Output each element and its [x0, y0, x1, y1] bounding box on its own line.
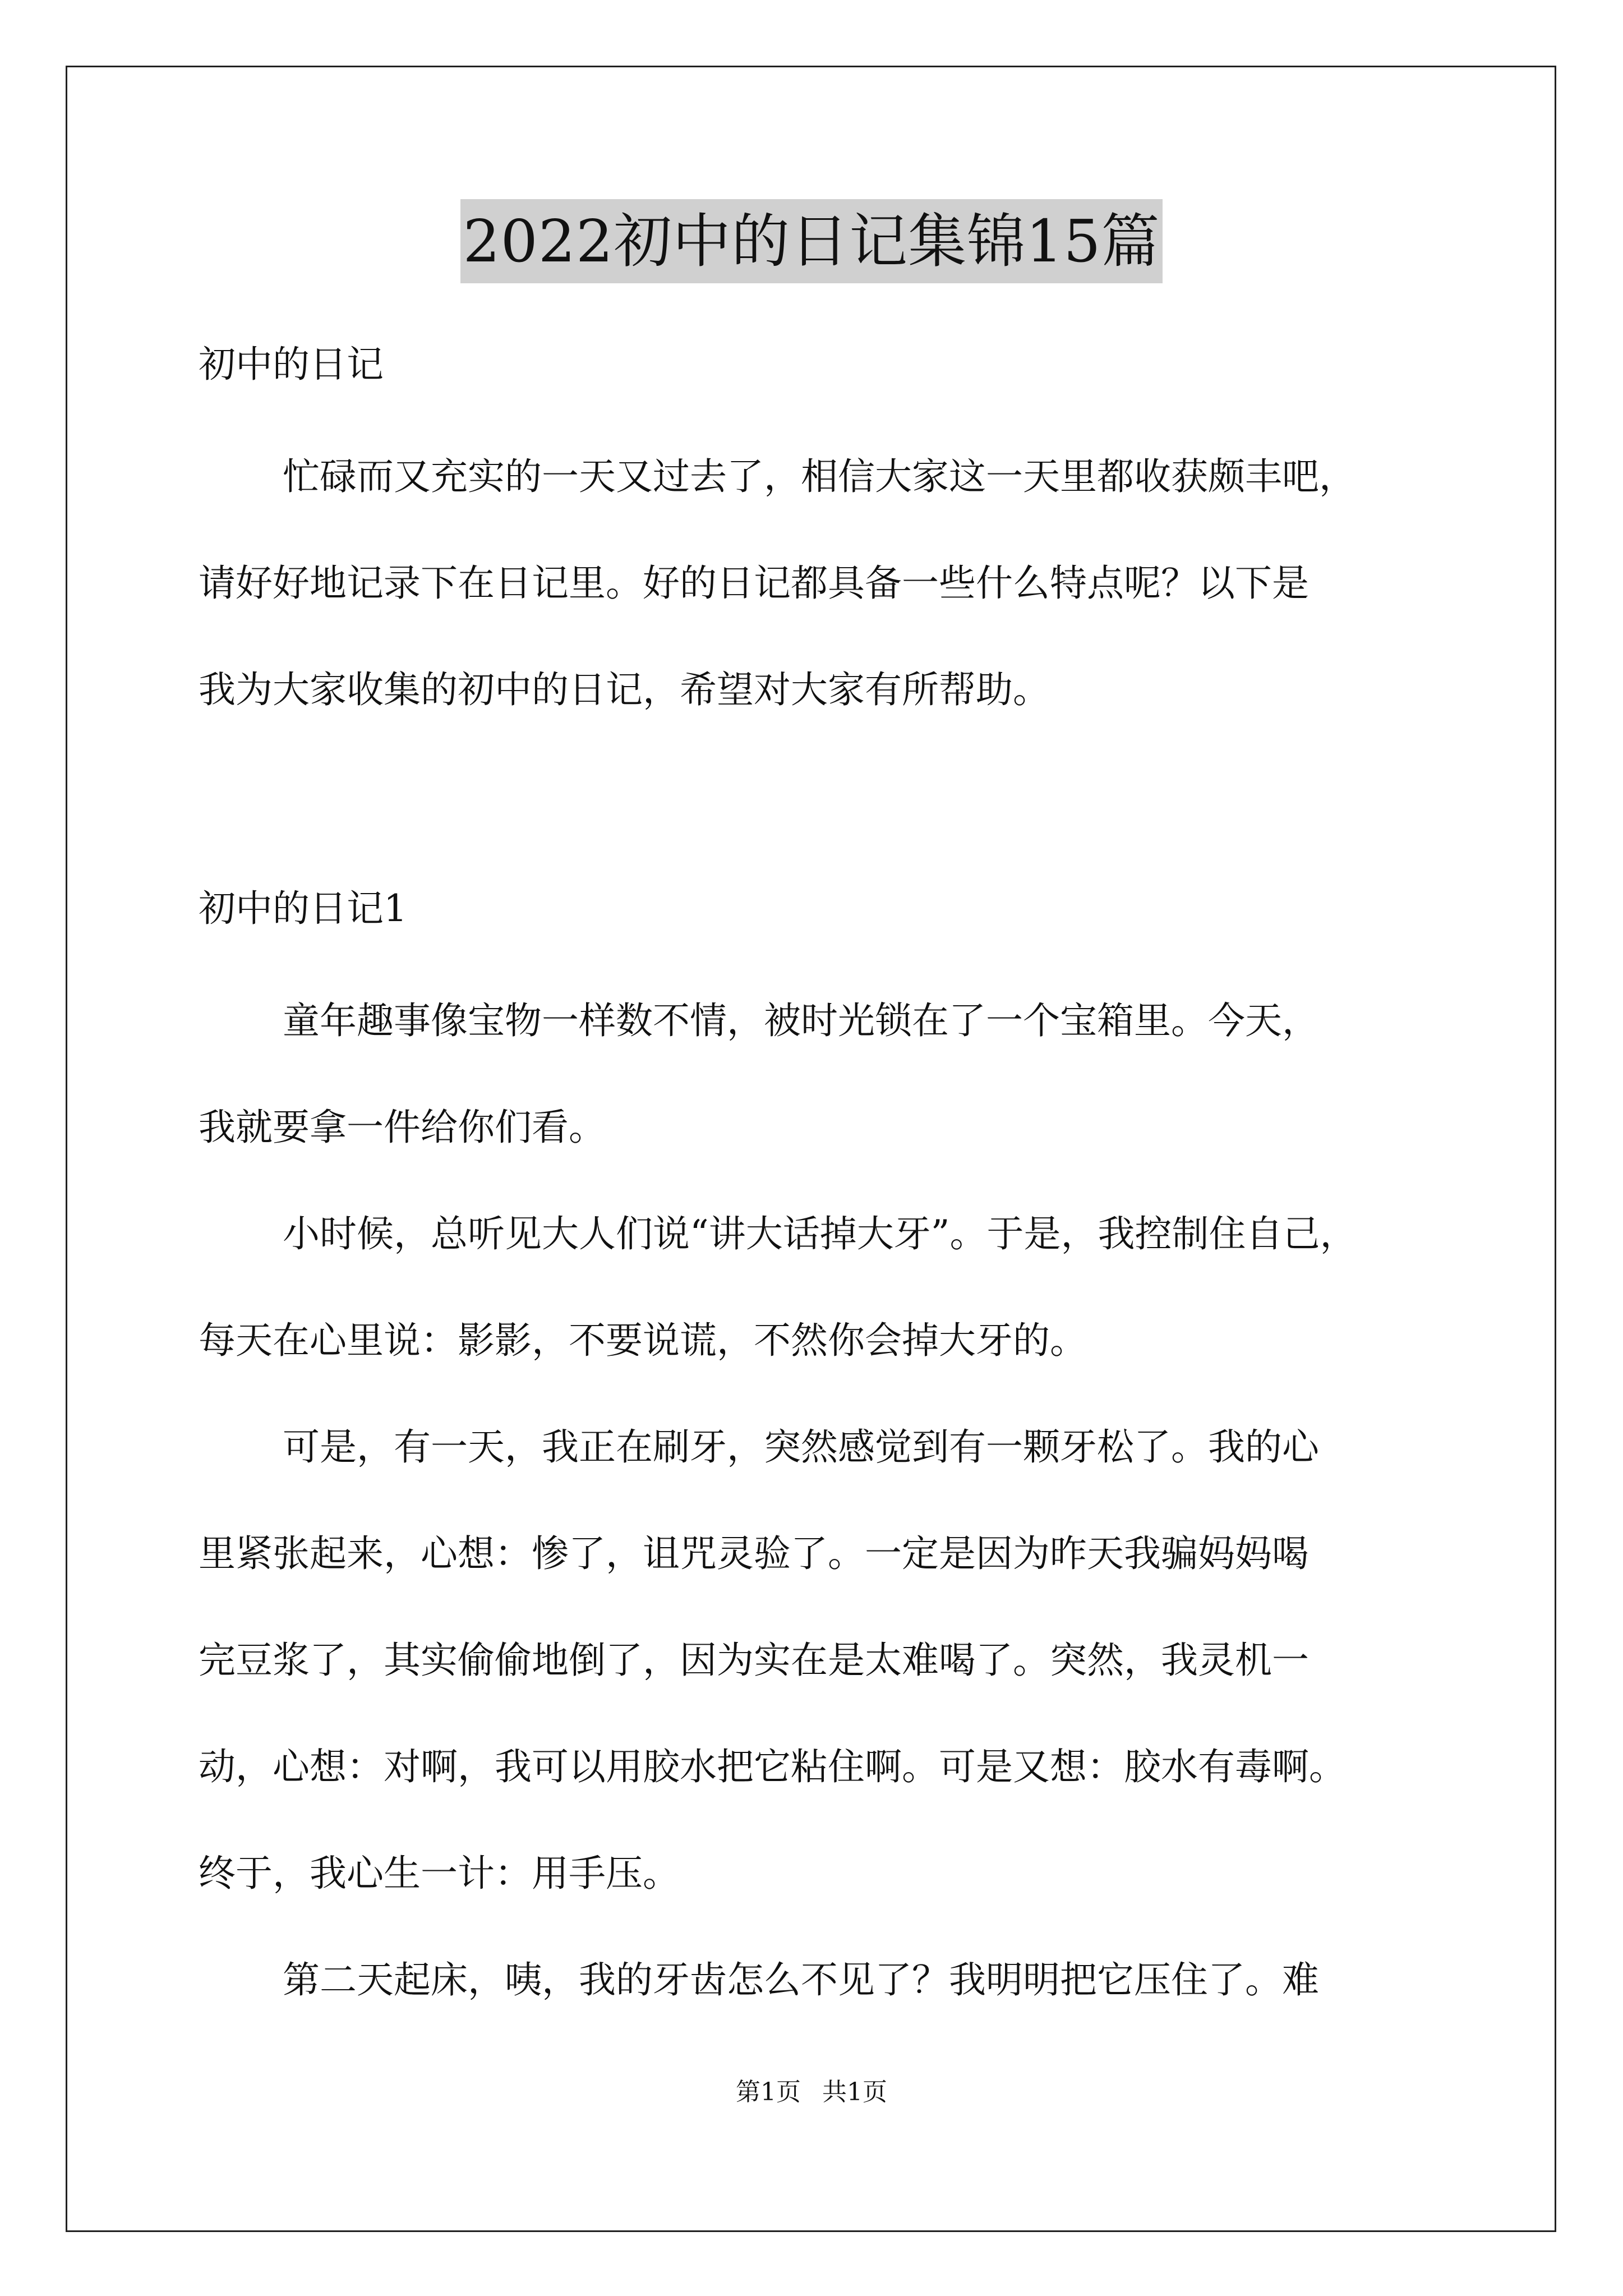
- section-heading: 初中的日记: [199, 343, 384, 386]
- document-title: 2022初中的日记集锦15篇: [460, 199, 1162, 283]
- paragraph-line: 忙碌而又充实的一天又过去了，相信大家这一天里都收获颇丰吧，: [283, 455, 1356, 498]
- paragraph-line: 终于，我心生一计：用手压。: [199, 1852, 680, 1895]
- paragraph-line: 小时候，总听见大人们说“讲大话掉大牙”。于是，我控制住自己，: [283, 1212, 1357, 1255]
- paragraph-line: 动，心想：对啊，我可以用胶水把它粘住啊。可是又想：胶水有毒啊。: [199, 1745, 1346, 1788]
- paragraph-line: 我就要拿一件给你们看。: [199, 1106, 606, 1149]
- paragraph-line: 第二天起床，咦，我的牙齿怎么不见了？我明明把它压住了。难: [283, 1958, 1319, 2001]
- paragraph-line: 请好好地记录下在日记里。好的日记都具备一些什么特点呢？以下是: [199, 562, 1309, 605]
- paragraph-line: 我为大家收集的初中的日记，希望对大家有所帮助。: [199, 668, 1050, 711]
- page-total: 共1页: [822, 2078, 887, 2106]
- paragraph-line: 完豆浆了，其实偷偷地倒了，因为实在是太难喝了。突然，我灵机一: [199, 1639, 1309, 1682]
- page-number: 第1页: [736, 2078, 801, 2106]
- title-wrap: [0, 199, 1623, 283]
- section-heading: 初中的日记1: [199, 887, 407, 930]
- paragraph-line: 童年趣事像宝物一样数不情，被时光锁在了一个宝箱里。今天，: [283, 999, 1319, 1042]
- paragraph-line: 每天在心里说：影影，不要说谎，不然你会掉大牙的。: [199, 1319, 1087, 1362]
- page-footer: [0, 2076, 1623, 2109]
- paragraph-line: 可是，有一天，我正在刷牙，突然感觉到有一颗牙松了。我的心: [283, 1425, 1319, 1469]
- paragraph-line: 里紧张起来，心想：惨了，诅咒灵验了。一定是因为昨天我骗妈妈喝: [199, 1532, 1309, 1575]
